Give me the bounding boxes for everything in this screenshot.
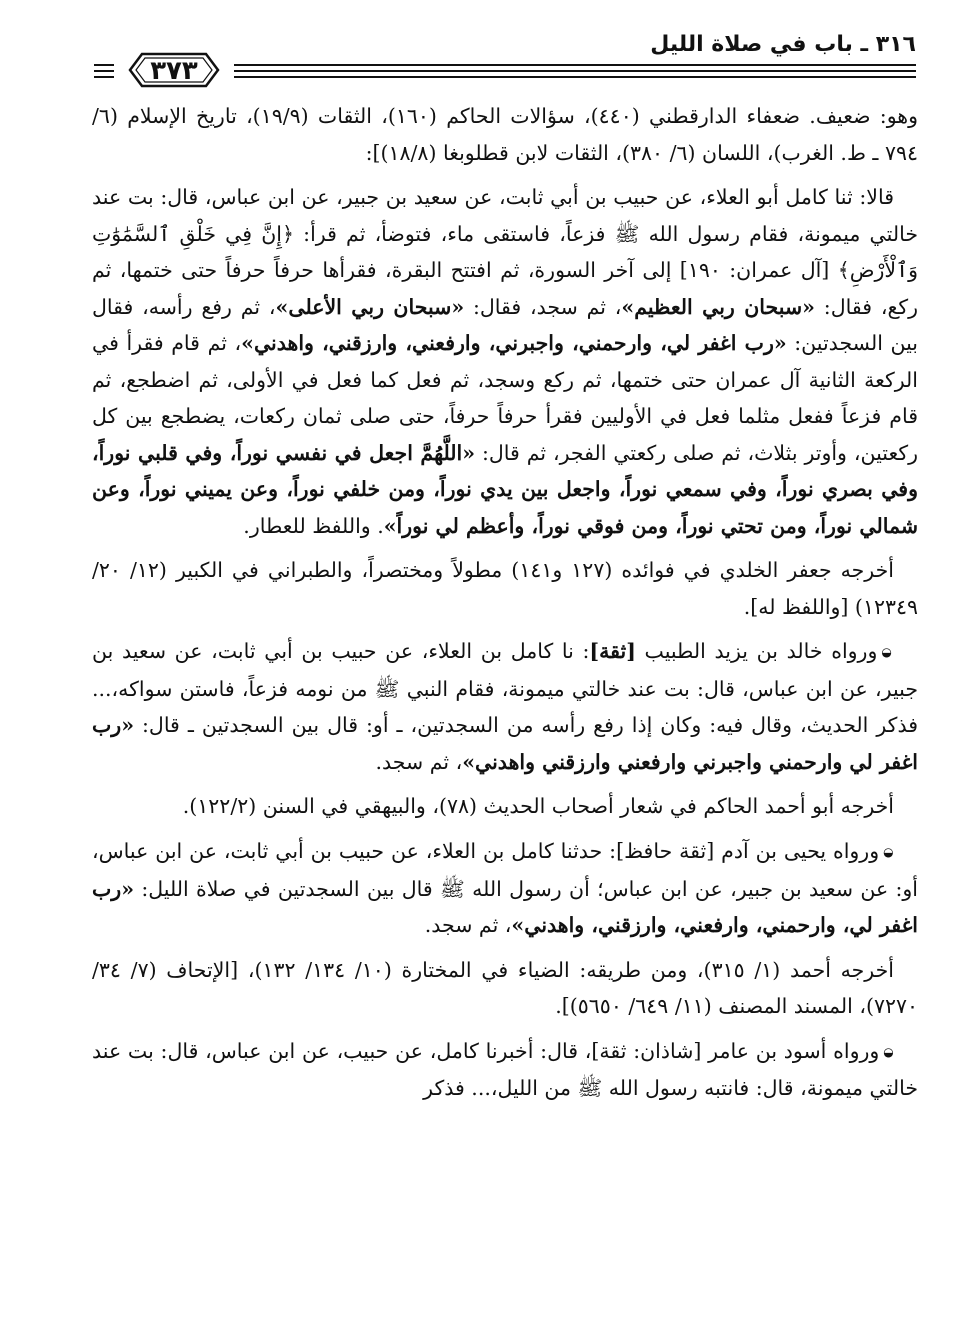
text-segment: ، ثم سجد. xyxy=(424,913,512,937)
page-header xyxy=(94,28,916,84)
text-segment: ورواه يحيى بن آدم [ثقة حافظ]: حدثنا كامل بن العلاء، عن حبيب بن أبي ثابت، عن ابن عباس، أو: عن سعيد بن جبير، عن ابن عباس؛ أن رسول الله ﷺ قال بين السجدتين في صلاة الليل: xyxy=(92,838,918,901)
page-number: ٣٧٣ xyxy=(150,56,198,86)
body-text xyxy=(92,98,918,1115)
page-number-badge xyxy=(124,48,224,92)
text-segment: أخرجه أحمد (١/ ٣١٥)، ومن طريقه: الضياء في المختارة (١٠/ ١٣٤/ ١٣٢)، [الإتحاف (٧/ ٣٤/ ٧٢٧٠)، المسند المصنف (١١/ ٦٤٩/ ٥٦٥٠)]. xyxy=(92,957,918,1018)
paragraph xyxy=(92,1033,918,1107)
text-segment: أخرجه أبو أحمد الحاكم في شعار أصحاب الحديث (٧٨)، والبيهقي في السنن (١٢٢/٢). xyxy=(182,794,894,819)
paragraph xyxy=(92,98,918,171)
text-segment: وهو: ضعيف. ضعفاء الدارقطني (٤٤٠)، سؤالات الحاكم (١٦٠)، الثقات (١٩/٩)، تاريخ الإسلام (٦/ ٧٩٤ ـ ط. الغرب)، اللسان (٦/ ٣٨٠)، الثقات لابن قطلوبغا (١٨/٨)]: xyxy=(92,104,919,165)
chapter-title: ٣١٦ ـ باب في صلاة الليل xyxy=(650,32,916,57)
paragraph xyxy=(92,179,918,544)
bold-quote: «اللَّهُمَّ اجعل في نفسي نوراً، وفي قلبي نوراً، وفي بصري نوراً، وفي سمعي نوراً، واجعل بين يدي نوراً، ومن خلفي نوراً، وعن يميني نوراً، وعن شمالي نوراً، ومن تحتي نوراً، ومن فوقي نوراً، وأعظم لي نوراً» xyxy=(92,440,918,538)
paragraph xyxy=(92,552,918,625)
text-segment: أخرجه جعفر الخلدي في فوائده (١٢٧ و١٤١) مطولاً ومختصراً، والطبراني في الكبير (١٢/ ٢٠/ ١٢٣٤٩) [واللفظ له]. xyxy=(92,558,918,619)
bold-quote: «رب اغفر لي، وارحمني، وارفعني، وارزقني، واهدني» xyxy=(92,876,918,937)
paragraph xyxy=(92,833,918,944)
text-segment: ، ثم سجد، فقال: xyxy=(464,294,622,319)
bold-quote: «رب اغفر لي، وارحمني، واجبرني، وارفعني، وارزقني، واهدني» xyxy=(241,331,787,355)
bold-quote: «سبحان ربي العظيم» xyxy=(621,294,815,319)
bold-quote: «رب اغفر لي وارحمني واجبرني وارفعني وارزقني واهدني» xyxy=(92,713,918,774)
text-segment: ، ثم قام فقرأ في الركعة الثانية آل عمران حتى ختمها، ثم ركع وسجد، ثم فعل كما فعل في الأولى، ثم اضطجع، ثم قام فزعاً ففعل مثلما فعل في الأوليين فقرأ حرفاً حرفاً، حتى صلى ثمان ركعات، يضطجع بين كل ركعتين، وأوتر بثلاث، ثم صلى ركعتي الفجر، ثم قال: xyxy=(92,331,918,465)
text-segment: ، ثم رفع رأسه، فقال بين السجدتين: xyxy=(92,294,918,355)
text-segment: : نا كامل بن العلاء، عن حبيب بن أبي ثابت، عن سعيد بن جبير، عن ابن عباس، قال: بت عند خالتي ميمونة، فقام النبي ﷺ من نومه فزعاً، فاستن سواكه،... فذكر الحديث، وقال فيه: وكان إذا رفع رأسه من السجدتين، ـ أو: قال بين السجدتين ـ قال: xyxy=(92,639,918,738)
bold-quote: «سبحان ربي الأعلى» xyxy=(275,294,465,319)
bullet-icon: ◒ xyxy=(881,645,894,660)
paragraph xyxy=(92,633,918,780)
paragraph xyxy=(92,952,918,1025)
bold-quote: [ثقة] xyxy=(589,639,636,663)
paragraph xyxy=(92,788,918,825)
text-segment: ، ثم سجد. xyxy=(375,749,463,774)
bullet-icon: ◒ xyxy=(883,1044,894,1059)
text-segment: . واللفظ للعطار. xyxy=(243,513,384,538)
text-segment: ورواه أسود بن عامر [شاذان: ثقة]، قال: أخبرنا كامل، عن حبيب، عن ابن عباس، قال: بت عند خالتي ميمونة، قال: فانتبه رسول الله ﷺ من الليل،... فذكر xyxy=(92,1038,918,1101)
text-segment: قالا: ثنا كامل أبو العلاء، عن حبيب بن أبي ثابت، عن سعيد بن جبير، عن ابن عباس، قال: بت عند خالتي ميمونة، فقام رسول الله ﷺ فزعاً، فاستقى ماء، فتوضأ، ثم قرأ: ﴿إِنَّ فِي خَلْقِ ٱلسَّمَٰوَٰتِ وَٱلْأَرْضِ﴾ [آل عمران: ١٩٠] إلى آخر السورة، ثم افتتح البقرة، فقرأها حرفاً حرفاً حتى ختمها، ثم ركع، فقال: xyxy=(92,185,919,319)
bullet-icon: ◒ xyxy=(883,845,894,859)
text-segment: ورواه خالد بن يزيد الطبيب xyxy=(635,639,878,663)
